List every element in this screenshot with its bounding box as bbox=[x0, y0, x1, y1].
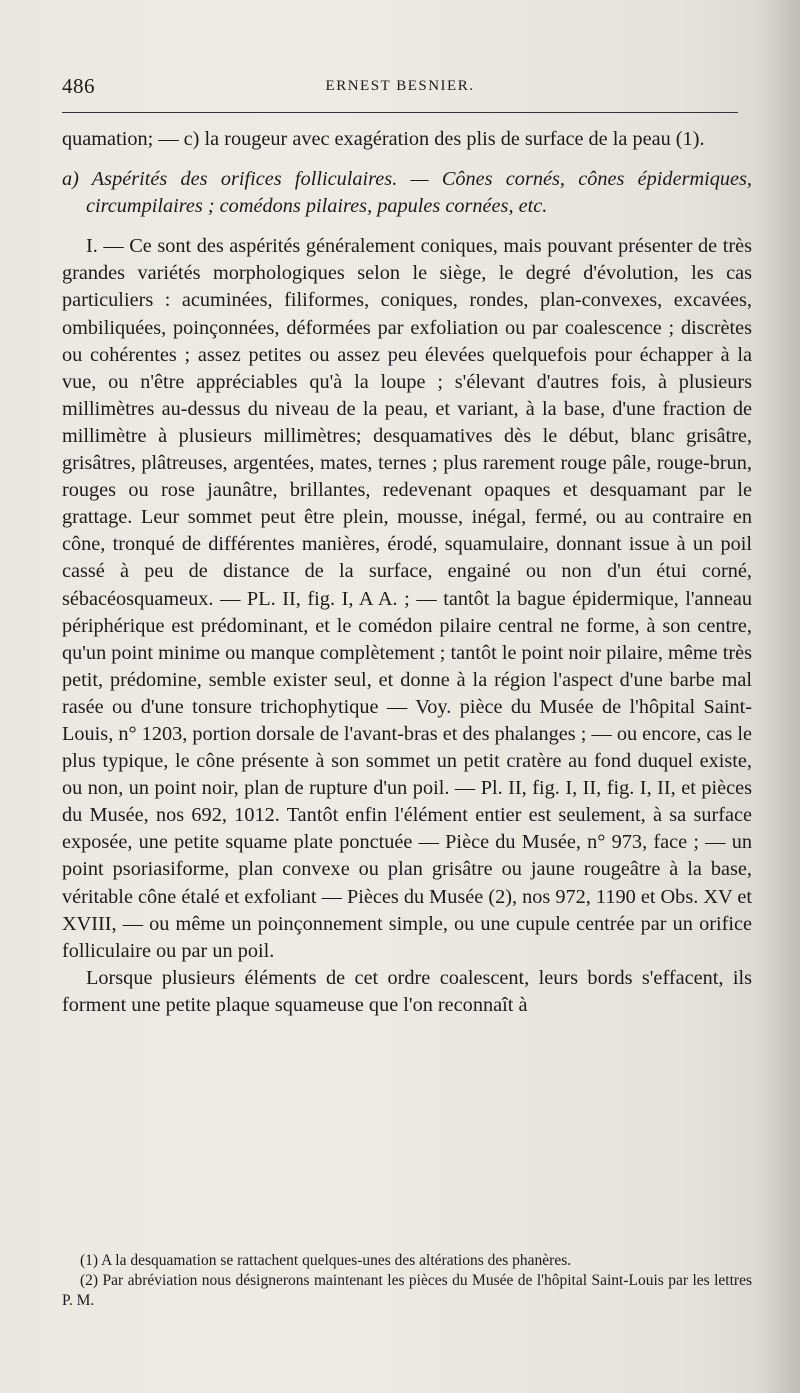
page-number: 486 bbox=[62, 74, 95, 98]
header-rule bbox=[62, 112, 738, 113]
paragraph-main: I. — Ce sont des aspérités généralement coniques, mais pouvant présenter de très grandes variétés morphologiques selon le siège, le degré d'évolution, les cas particuliers : acuminées, filiformes, coniques, rondes, plan-convexes, excavées, ombiliquées, poinçonnées, déformées par exfoliation ou par coalescence ; discrètes ou cohérentes ; assez petites ou assez peu élevées quelquefois pour échapper à la vue, ou n'être appréciables qu'à la loupe ; s'élevant d'autres fois, à plusieurs millimètres au-dessus du niveau de la peau, et variant, à la base, d'une fraction de millimètre à plusieurs millimètres; desquamatives dès le début, blanc grisâtre, grisâtres, plâtreuses, argentées, mates, ternes ; plus rarement rouge pâle, rouge-brun, rouges ou rose jaunâtre, brillantes, redevenant opaques et desquamant par le grattage. Leur sommet peut être plein, mousse, inégal, fermé, ou au contraire en cône, tronqué de différentes manières, érodé, squamulaire, donnant issue à un poil cassé à peu de distance de la surface, engainé ou non d'un étui corné, sébacéosquameux. — PL. II, fig. I, A A. ; — tantôt la bague épidermique, l'anneau périphérique est prédominant, et le comédon pilaire central ne forme, à son centre, qu'un point minime ou manque complètement ; tantôt le point noir pilaire, même très petit, prédomine, semble exister seul, et donne à la région l'aspect d'une barbe mal rasée ou d'une tonsure trichophytique — Voy. pièce du Musée de l'hôpital Saint-Louis, n° 1203, portion dorsale de l'avant-bras et des phalanges ; — ou encore, cas le plus typique, le cône présente à son sommet un petit cratère au fond duquel existe, ou non, un point noir, plan de rupture d'un poil. — Pl. II, fig. I, II, fig. I, II, et pièces du Musée, nos 692, 1012. Tantôt enfin l'élément entier est seulement, à sa surface exposée, une petite squame plate ponctuée — Pièce du Musée, n° 973, face ; — un point psoriasiforme, plan convexe ou plan grisâtre ou jaune rougeâtre à la base, véritable cône étalé et exfoliant — Pièces du Musée (2), nos 972, 1190 et Obs. XV et XVIII, — ou même un poinçonnement simple, ou une cupule centrée par un orifice folliculaire ou par un poil. bbox=[62, 235, 752, 962]
body-text bbox=[62, 126, 752, 1019]
page-edge-shadow bbox=[760, 0, 800, 1393]
running-head: ERNEST BESNIER. bbox=[325, 78, 475, 94]
footnote-2: (2) Par abréviation nous désignerons maintenant les pièces du Musée de l'hôpital Saint-Louis par les lettres P. M. bbox=[62, 1272, 752, 1309]
section-subheading: a) Aspérités des orifices folliculaires. — Cônes cornés, cônes épidermiques, circumpilaires ; comédons pilaires, papules cornées, etc. bbox=[62, 168, 752, 218]
footnotes bbox=[62, 1251, 752, 1311]
page-header bbox=[62, 74, 738, 100]
paragraph-last: Lorsque plusieurs éléments de cet ordre coalescent, leurs bords s'effacent, ils forment une petite plaque squameuse que l'on reconnaît à bbox=[62, 966, 752, 1016]
footnote-1: (1) A la desquamation se rattachent quelques-unes des altérations des phanères. bbox=[80, 1252, 572, 1269]
paragraph-continuation: quamation; — c) la rougeur avec exagération des plis de surface de la peau (1). bbox=[62, 128, 705, 150]
